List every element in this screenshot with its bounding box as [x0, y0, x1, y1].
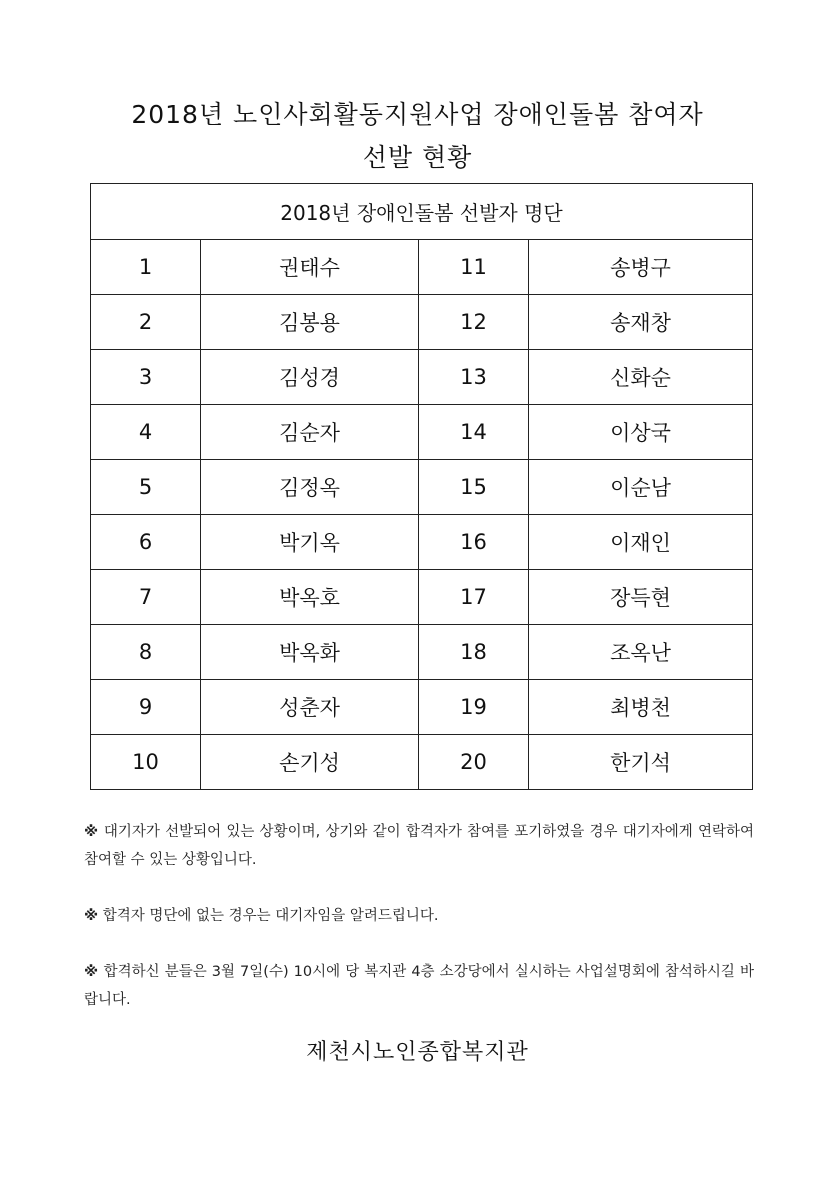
- entry-name: 김정옥: [201, 460, 419, 515]
- entry-number: 2: [91, 295, 201, 350]
- entry-number: 8: [91, 625, 201, 680]
- entry-name: 손기성: [201, 735, 419, 790]
- table-row: [91, 680, 753, 735]
- entry-number: 9: [91, 680, 201, 735]
- entry-name: 최병천: [529, 680, 753, 735]
- entry-number: 5: [91, 460, 201, 515]
- entry-name: 조옥난: [529, 625, 753, 680]
- entry-name: 송병구: [529, 240, 753, 295]
- table-row: [91, 240, 753, 295]
- entry-name: 김순자: [201, 405, 419, 460]
- entry-name: 이순남: [529, 460, 753, 515]
- reference-mark: ※: [84, 908, 99, 924]
- notice-waitlist: [84, 818, 754, 874]
- notice-orientation: [84, 958, 754, 1014]
- table-row: [91, 570, 753, 625]
- entry-name: 권태수: [201, 240, 419, 295]
- entry-number: 10: [91, 735, 201, 790]
- table-header: 2018년 장애인돌봄 선발자 명단: [91, 184, 753, 240]
- entry-number: 15: [419, 460, 529, 515]
- entry-name: 이상국: [529, 405, 753, 460]
- organization-name: 제천시노인종합복지관: [306, 1040, 529, 1065]
- entry-name: 한기석: [529, 735, 753, 790]
- notice-text: 합격하신 분들은 3월 7일(수) 10시에 당 복지관 4층 소강당에서 실시하는 사업설명회에 참석하시길 바랍니다.: [84, 964, 754, 1008]
- entry-name: 신화순: [529, 350, 753, 405]
- table-row: [91, 460, 753, 515]
- entry-name: 박기옥: [201, 515, 419, 570]
- entry-number: 1: [91, 240, 201, 295]
- entry-number: 19: [419, 680, 529, 735]
- entry-number: 20: [419, 735, 529, 790]
- entry-number: 17: [419, 570, 529, 625]
- entry-number: 12: [419, 295, 529, 350]
- entry-number: 16: [419, 515, 529, 570]
- entry-number: 4: [91, 405, 201, 460]
- reference-mark: ※: [84, 964, 99, 980]
- table-row: [91, 405, 753, 460]
- entry-number: 13: [419, 350, 529, 405]
- table-row: [91, 350, 753, 405]
- table-row: [91, 625, 753, 680]
- notice-text: 합격자 명단에 없는 경우는 대기자임을 알려드립니다.: [102, 908, 439, 924]
- entry-name: 박옥호: [201, 570, 419, 625]
- entry-number: 11: [419, 240, 529, 295]
- document-title-line1: 2018년 노인사회활동지원사업 장애인돌봄 참여자: [131, 100, 704, 129]
- entry-name: 장득현: [529, 570, 753, 625]
- document-title-line2: 선발 현황: [362, 143, 473, 172]
- notice-text: 대기자가 선발되어 있는 상황이며, 상기와 같이 합격자가 참여를 포기하였을 경우 대기자에게 연락하여 참여할 수 있는 상황입니다.: [84, 824, 754, 868]
- table-row: [91, 295, 753, 350]
- entry-name: 박옥화: [201, 625, 419, 680]
- entry-name: 송재창: [529, 295, 753, 350]
- entry-name: 성춘자: [201, 680, 419, 735]
- notice-not-listed: [84, 902, 754, 930]
- entry-name: 이재인: [529, 515, 753, 570]
- entry-name: 김성경: [201, 350, 419, 405]
- reference-mark: ※: [84, 824, 99, 840]
- entry-name: 김봉용: [201, 295, 419, 350]
- table-header-row: [91, 184, 753, 240]
- selection-roster-table: [90, 183, 753, 790]
- entry-number: 6: [91, 515, 201, 570]
- entry-number: 14: [419, 405, 529, 460]
- entry-number: 18: [419, 625, 529, 680]
- table-row: [91, 515, 753, 570]
- table-row: [91, 735, 753, 790]
- entry-number: 7: [91, 570, 201, 625]
- entry-number: 3: [91, 350, 201, 405]
